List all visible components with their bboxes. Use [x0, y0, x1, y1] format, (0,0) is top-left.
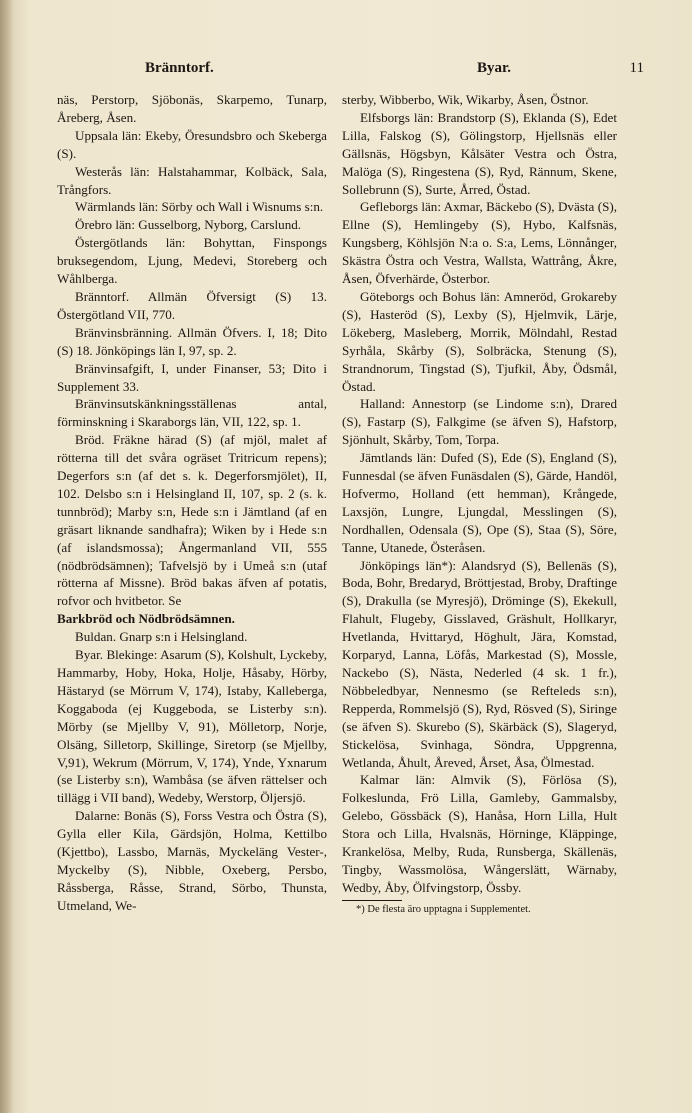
paragraph: Örebro län: Gusselborg, Nyborg, Carslund.	[75, 217, 302, 233]
entry-branvinsbranning: Bränvinsbränning. Allmän Öfvers. I, 18; Dito (S) 18. Jönköpings län I, 97, sp. 2.	[57, 324, 327, 358]
paragraph: Uppsala län: Ekeby, Öresundsbro och Skeberga (S).	[57, 127, 327, 161]
paragraph: Halland: Annestorp (se Lindome s:n), Drared (S), Fastarp (S), Falkgime (se äfven S), Hafstorp, Sjönhult, Skårby, Tom, Torpa.	[342, 396, 617, 448]
paragraph: Wärmlands län: Sörby och Wall i Wisnums s:n.	[75, 199, 324, 215]
page-gutter-shadow	[0, 0, 14, 1113]
entry-buldan: Buldan. Gnarp s:n i Helsingland.	[75, 629, 248, 645]
cross-reference: Barkbröd och Nödbrödsämnen.	[57, 611, 235, 627]
paragraph: Gefleborgs län: Axmar, Bäckebo (S), Dvästa (S), Ellne (S), Hemlingeby (S), Hybo, Kalfsnäs, Kungsberg, Köhlsjön N:a o. S:a, Lems, Lönnånger, Skästra Östra och Vestra, Wallsta, Wattrång, Åkre, Åsen, Öfverhärde, Österbor.	[342, 199, 617, 287]
paragraph: Göteborgs och Bohus län: Amneröd, Grokareby (S), Hasteröd (S), Lexby (S), Hjelmvik, Lärje, Lökeberg, Masleberg, Morrik, Mölndahl, Restad Syrhåla, Skårby (S), Solbräcka, Stenung (S), Strandnorum, Tingstad (S), Tjufkil, Åby, Ödsmål, Östad.	[342, 288, 617, 394]
header-left: Bränntorf.	[145, 60, 214, 76]
header-center: Byar.	[477, 60, 512, 76]
entry-byar: Byar. Blekinge: Asarum (S), Kolshult, Lyckeby, Hammarby, Hoby, Hoka, Holje, Håsaby, Hörby, Hästaryd (se Mörrum V, 174), Istaby, Kalleberga, Koggaboda (ej Kuggeboda, se Listerby s:n). Mörby (se Mjellby V, 91), Mölletorp, Norje, Olsäng, Silletorp, Skillinge, Siretorp (se Mjellby, V,91), Wekrum (Mörrum, V, 174), Ynde, Yxnarum (se Listerby s:n), Wambåsa (se äfven rättelser och tillägg i VII band), Wedeby, Werstorp, Öljersjö.	[57, 647, 327, 806]
page-number: 11	[629, 60, 644, 76]
paragraph: Östergötlands län: Bohyttan, Finspongs bruksegendom, Ljung, Medevi, Storeberg och Wåhlberga.	[57, 235, 327, 287]
paragraph: näs, Perstorp, Sjöbonäs, Skarpemo, Tunarp, Åreberg, Åsen.	[57, 92, 327, 125]
left-column	[57, 91, 327, 915]
footnote-rule	[342, 900, 402, 901]
paragraph: Elfsborgs län: Brandstorp (S), Eklanda (S), Edet Lilla, Falskog (S), Gölingstorp, Hjellsnäs eller Gällsnäs, Högsbyn, Kålsäter Vestra och Östra, Malöga (S), Ringestena (S), Ryd, Rännum, Skene, Sollebrunn (S), Surte, Årred, Östad.	[342, 109, 617, 197]
paragraph: Dalarne: Bonäs (S), Forss Vestra och Östra (S), Gylla eller Kila, Gärdsjön, Holma, Kettilbo (Kjettbo), Lassbo, Marnäs, Myckeläng Vester-, Myckelby (S), Nibble, Oxeberg, Persbo, Råssberga, Råsse, Strand, Sörbo, Thunsta, Utmeland, We-	[57, 808, 327, 913]
paragraph: Jönköpings län*): Alandsryd (S), Bellenäs (S), Boda, Bohr, Bredaryd, Bröttjestad, Broby, Draftinge (S), Drakulla (se Myresjö), Dröminge (S), Ekekull, Flahult, Flugeby, Gisslaved, Gräshult, Hollkaryr, Hvetlanda, Hvittaryd, Höghult, Jära, Komstad, Korparyd, Lanna, Löfås, Markestad (S), Mossle, Nackebo (S), Nästa, Nederled (4 sk. 1 fr.), Nöbbeledbyar, Nennesmo (se Refteleds s:n), Repperda, Rommelsjö (S), Ryd, Rösved (S), Siringe (se äfven S). Skurebo (S), Skärbäck (S), Slageryd, Stickelösa, Svinhaga, Söndra, Uppgrenna, Wetlanda, Åhult, Åreved, Årset, Åsa, Ölmestad.	[342, 557, 617, 770]
paragraph: Kalmar län: Almvik (S), Förlösa (S), Folkeslunda, Frö Lilla, Gamleby, Gammalsby, Gelebo, Gössbäck (S), Hanåsa, Horn Lilla, Hult Stora och Lilla, Hvalsnäs, Hörninge, Kläppinge, Krankelösa, Melby, Ruda, Runsberga, Skällenäs, Tingby, Wassmolösa, Wångerslätt, Wärnaby, Wedby, Åby, Ölfvingstorp, Össby.	[342, 772, 617, 895]
entry-branvinsutskankning: Bränvinsutskänkningsställenas antal, förminskning i Skaraborgs län, VII, 122, sp. 1.	[57, 396, 327, 430]
paragraph: sterby, Wibberbo, Wik, Wikarby, Åsen, Östnor.	[342, 92, 589, 107]
running-header	[50, 60, 650, 82]
paragraph: Westerås län: Halstahammar, Kolbäck, Sala, Trångfors.	[57, 163, 327, 197]
entry-brod: Bröd. Fräkne härad (S) (af mjöl, malet af rötterna till det svåra ogräset Tritricum repens); Degerfors s:n (af det s. k. Degerforsmjölet), II, 102. Delsbo s:n i Helsingland II, 107, sp. 2 (s. k. tunnbröd); Marby s:n, Hede s:n i Jämtland (af en gräsart liknande sandhafra); Wiken by i Hede s:n (af islandsmossa); Ångermanland VII, 555 (nödbrödsämnen); Tafvelsjö by i Umeå s:n (utaf rötterna af Missne). Bröd bakas äfven af potatis, rofvor och hvitbetor. Se	[57, 432, 327, 609]
footnote: *) De flesta äro upptagna i Supplementet.	[356, 903, 531, 915]
entry-branvinsafgift: Bränvinsafgift, I, under Finanser, 53; Dito i Supplement 33.	[57, 360, 327, 394]
right-column	[342, 91, 617, 916]
entry-branntorf: Bränntorf. Allmän Öfversigt (S) 13. Östergötland VII, 770.	[57, 288, 327, 322]
paragraph: Jämtlands län: Dufed (S), Ede (S), England (S), Funnesdal (se äfven Funäsdalen (S), Gärde, Handöl, Hofvermo, Holland (ett hemman), Krångede, Laxsjön, Lungre, Ljungdal, Messlingen (S), Nordhallen, Odensala (S), Ope (S), Staa (S), Söre, Tanne, Utanede, Österåsen.	[342, 450, 617, 555]
